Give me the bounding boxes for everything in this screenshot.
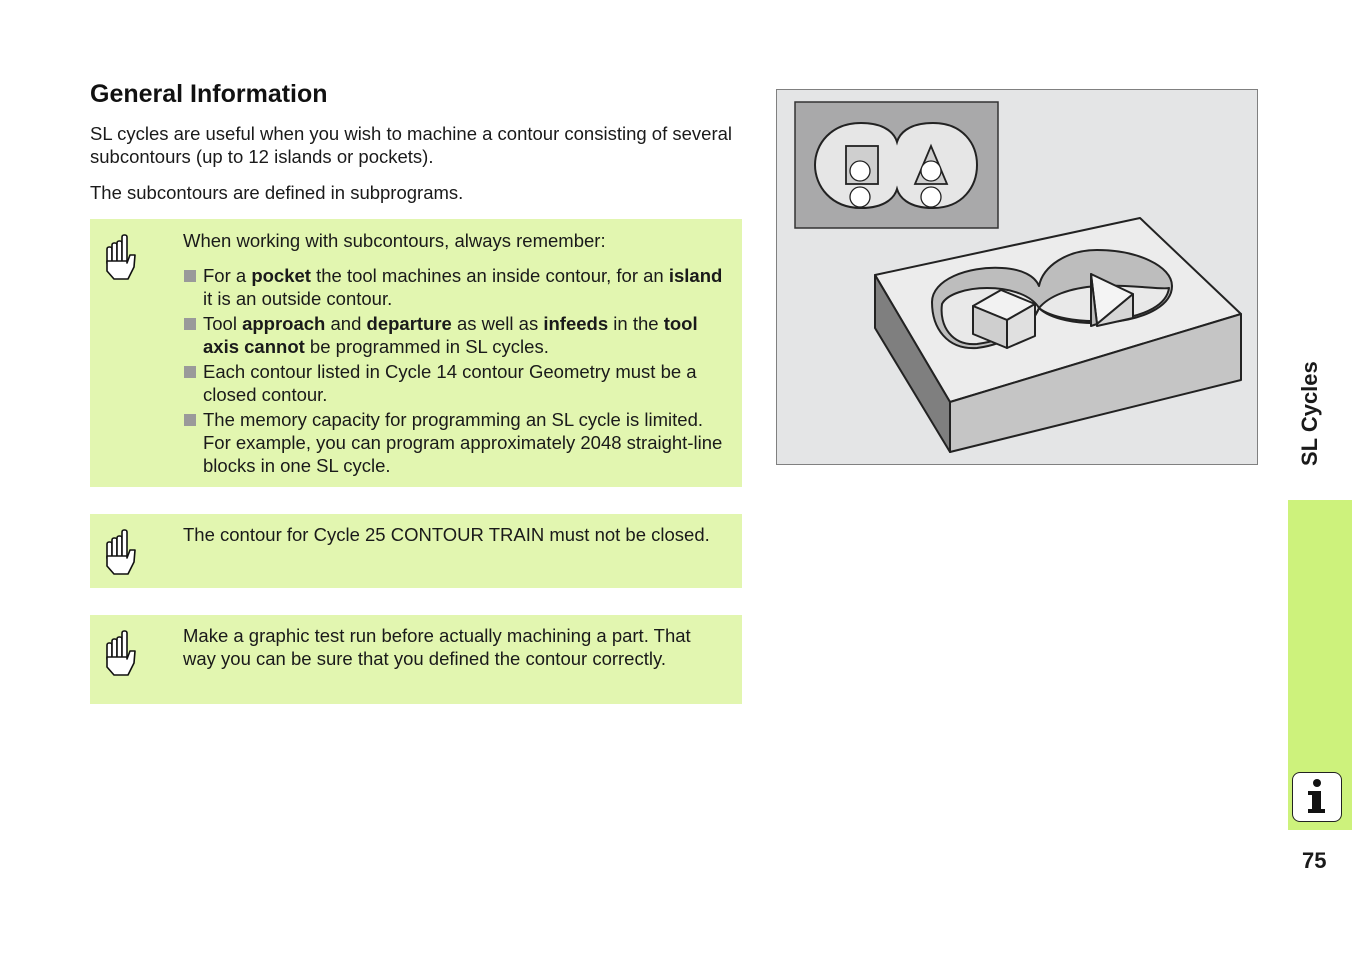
contour-inset	[795, 102, 998, 228]
intro-paragraph-1: SL cycles are useful when you wish to machine a contour consisting of several subcontours (up to 12 islands or pockets).	[90, 123, 733, 167]
note-text: Make a graphic test run before actually machining a part. That way you can be sure that you defined the contour correctly.	[183, 625, 691, 669]
hand-pointer-icon	[104, 528, 138, 576]
bullet-square-icon	[184, 366, 196, 378]
bullet-square-icon	[184, 318, 196, 330]
note-box-test-run	[90, 615, 742, 704]
note-text: The contour for Cycle 25 CONTOUR TRAIN must not be closed.	[183, 524, 710, 545]
info-glyph	[1293, 773, 1340, 820]
note-box-subcontours	[90, 219, 742, 487]
intro-paragraph-2: The subcontours are defined in subprograms.	[90, 182, 464, 203]
note-box-contour-train	[90, 514, 742, 588]
list-item	[183, 360, 728, 406]
contour-illustration	[776, 89, 1258, 465]
workpiece-block	[875, 218, 1241, 452]
list-item	[183, 264, 728, 310]
note-intro: When working with subcontours, always remember:	[183, 230, 606, 251]
hand-pointer-icon	[104, 629, 138, 677]
bullet-text: The memory capacity for programming an SL cycle is limited. For example, you can program approximately 2048 straight-line blocks in one SL cycle.	[203, 409, 723, 476]
list-item	[183, 408, 728, 477]
list-item	[183, 312, 728, 358]
bullet-text: Tool approach and departure as well as infeeds in the tool axis cannot be programmed in SL cycles.	[203, 313, 698, 357]
page-number: 75	[1302, 848, 1327, 873]
section-heading: General Information	[90, 80, 328, 108]
hand-pointer-icon	[104, 233, 138, 281]
info-icon[interactable]	[1292, 772, 1342, 822]
bullet-text: For a pocket the tool machines an inside contour, for an island it is an outside contour.	[203, 265, 723, 309]
bullet-text: Each contour listed in Cycle 14 contour Geometry must be a closed contour.	[203, 361, 697, 405]
section-tab-title: SL Cycles	[1297, 361, 1322, 466]
bullet-list	[183, 264, 728, 477]
bullet-square-icon	[184, 270, 196, 282]
bullet-square-icon	[184, 414, 196, 426]
workpiece-diagram	[777, 90, 1257, 464]
